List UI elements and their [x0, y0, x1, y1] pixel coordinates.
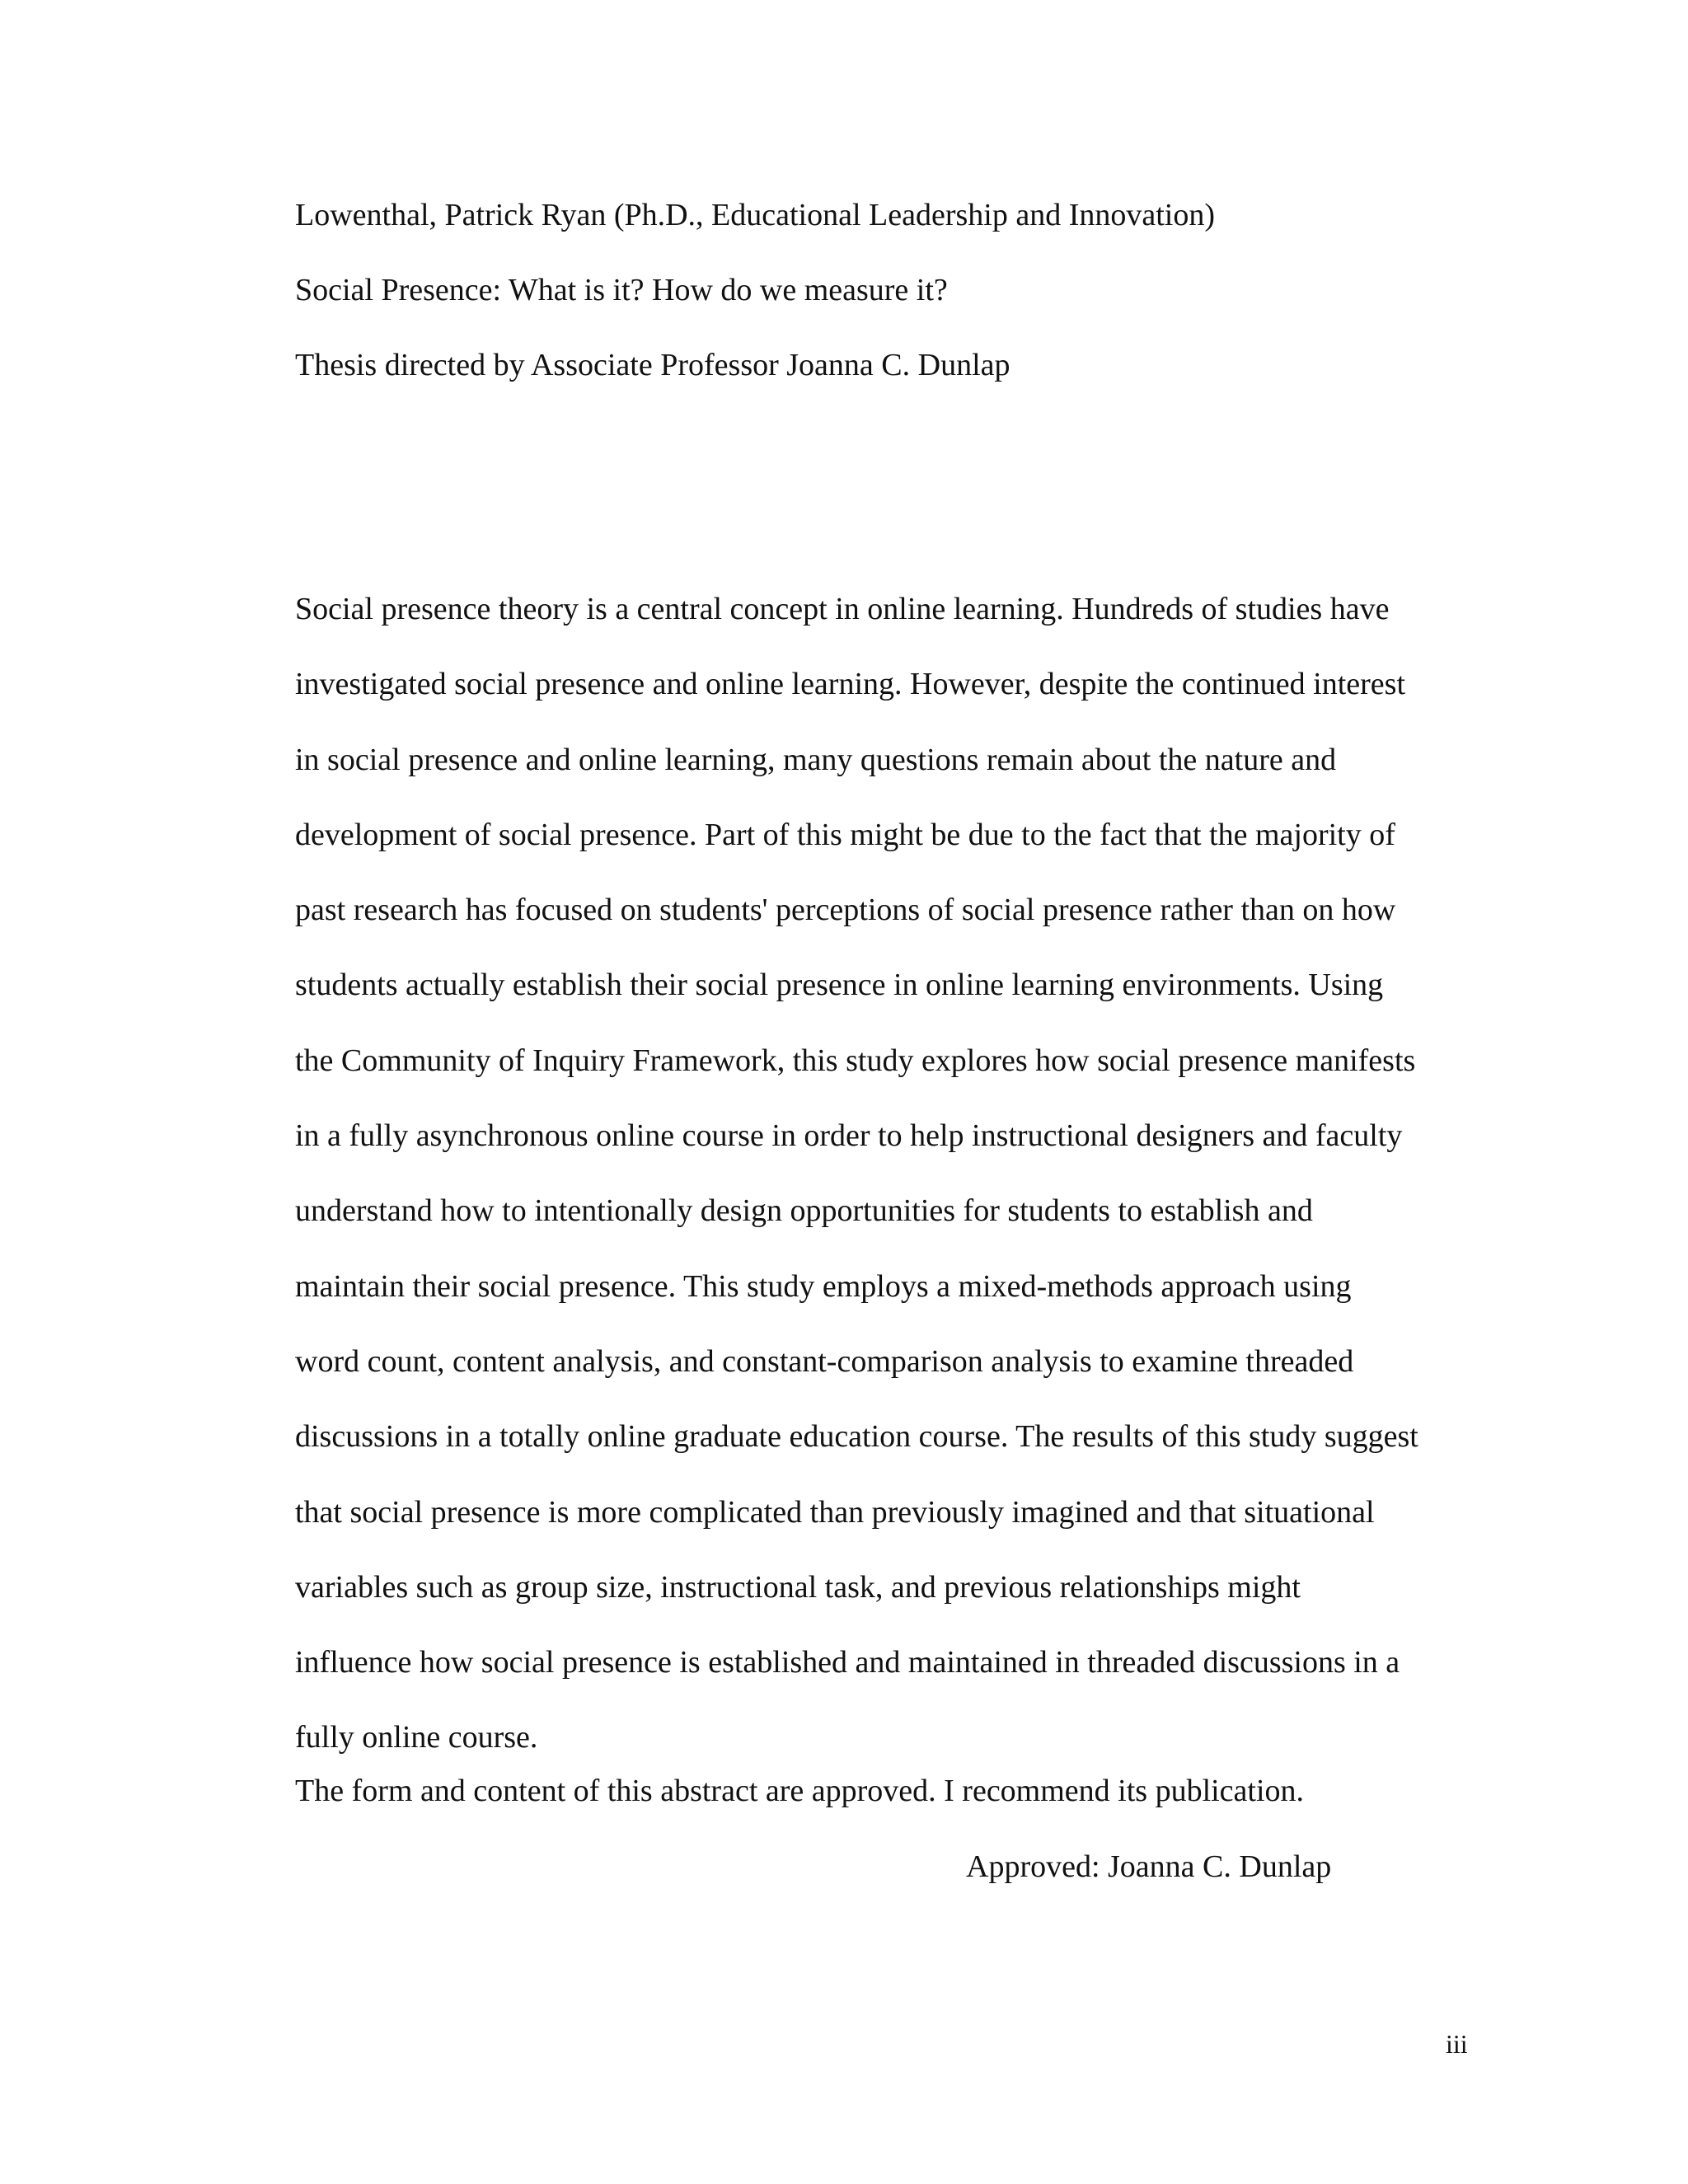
abstract-line: in social presence and online learning, many questions remain about the nature and [295, 742, 1337, 777]
abstract-line: students actually establish their social presence in online learning environments. Using [295, 968, 1384, 1003]
thesis-title: Social Presence: What is it? How do we measure it? [295, 273, 948, 307]
abstract-line: influence how social presence is established and maintained in threaded discussions in a [295, 1645, 1400, 1680]
abstract-line: past research has focused on students' perceptions of social presence rather than on how [295, 893, 1396, 928]
abstract-line: Social presence theory is a central concept in online learning. Hundreds of studies have [295, 592, 1390, 626]
abstract-line: the Community of Inquiry Framework, this study explores how social presence manifests [295, 1043, 1416, 1078]
author-degree-line: Lowenthal, Patrick Ryan (Ph.D., Educational Leadership and Innovation) [295, 198, 1216, 232]
thesis-director-line: Thesis directed by Associate Professor Joanna C. Dunlap [295, 348, 1010, 382]
abstract-line: maintain their social presence. This study employs a mixed-methods approach using [295, 1268, 1352, 1304]
abstract-line: understand how to intentionally design opportunities for students to establish and [295, 1193, 1313, 1229]
abstract-line: variables such as group size, instructional task, and previous relationships might [295, 1569, 1301, 1605]
abstract-line: word count, content analysis, and constant-comparison analysis to examine threaded [295, 1343, 1354, 1379]
approval-statement: The form and content of this abstract are approved. I recommend its publication. [295, 1774, 1305, 1808]
page-number: iii [1446, 2029, 1468, 2059]
abstract-line: in a fully asynchronous online course in order to help instructional designers and faculty [295, 1118, 1403, 1154]
abstract-line: development of social presence. Part of this might be due to the fact that the majority of [295, 817, 1395, 852]
abstract-line: fully online course. [295, 1720, 538, 1755]
abstract-line: investigated social presence and online learning. However, despite the continued interest [295, 667, 1406, 702]
abstract-body [295, 572, 1482, 1776]
approval-signature-line: Approved: Joanna C. Dunlap [966, 1849, 1332, 1884]
abstract-line: that social presence is more complicated than previously imagined and that situational [295, 1494, 1375, 1530]
abstract-line: discussions in a totally online graduate education course. The results of this study suggest [295, 1419, 1418, 1455]
